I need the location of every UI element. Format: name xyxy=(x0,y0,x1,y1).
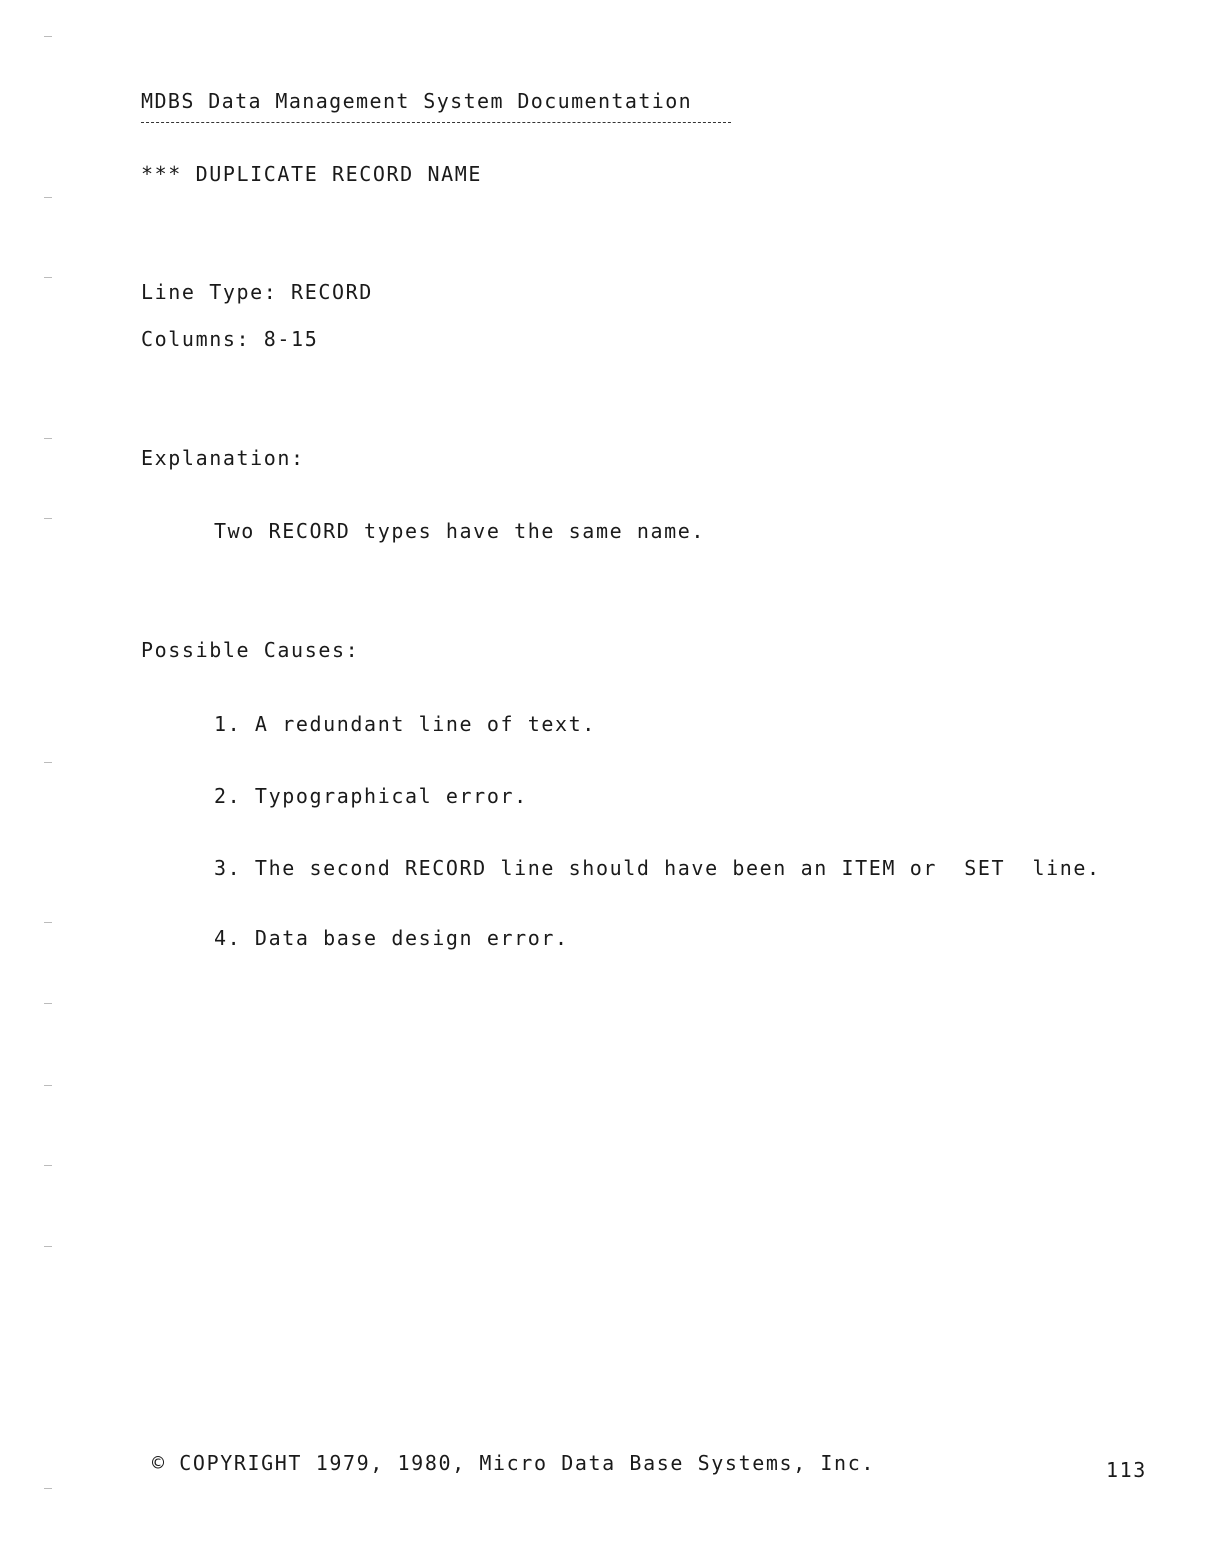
copyright-notice: © COPYRIGHT 1979, 1980, Micro Data Base Systems, Inc. xyxy=(152,1451,875,1475)
error-title: *** DUPLICATE RECORD NAME xyxy=(141,162,483,186)
margin-tick xyxy=(44,438,52,439)
explanation-heading: Explanation: xyxy=(141,446,305,470)
margin-tick xyxy=(44,1246,52,1247)
margin-tick xyxy=(44,762,52,763)
cause-item: 1. A redundant line of text. xyxy=(214,712,596,736)
columns: Columns: 8-15 xyxy=(141,327,319,351)
margin-tick xyxy=(44,518,52,519)
margin-tick xyxy=(44,197,52,198)
cause-item: 3. The second RECORD line should have been an ITEM or SET line. xyxy=(214,856,1101,880)
margin-tick xyxy=(44,36,52,37)
cause-item: 2. Typographical error. xyxy=(214,784,528,808)
margin-tick xyxy=(44,1085,52,1086)
page-number: 113 xyxy=(1106,1458,1147,1482)
causes-heading: Possible Causes: xyxy=(141,638,360,662)
margin-tick xyxy=(44,922,52,923)
margin-tick xyxy=(44,277,52,278)
explanation-text: Two RECORD types have the same name. xyxy=(214,519,706,543)
header-underline xyxy=(141,122,731,123)
line-type: Line Type: RECORD xyxy=(141,280,373,304)
header-title: MDBS Data Management System Documentation xyxy=(141,89,693,113)
margin-tick xyxy=(44,1003,52,1004)
margin-tick xyxy=(44,1488,52,1489)
margin-tick xyxy=(44,1165,52,1166)
cause-item: 4. Data base design error. xyxy=(214,926,569,950)
